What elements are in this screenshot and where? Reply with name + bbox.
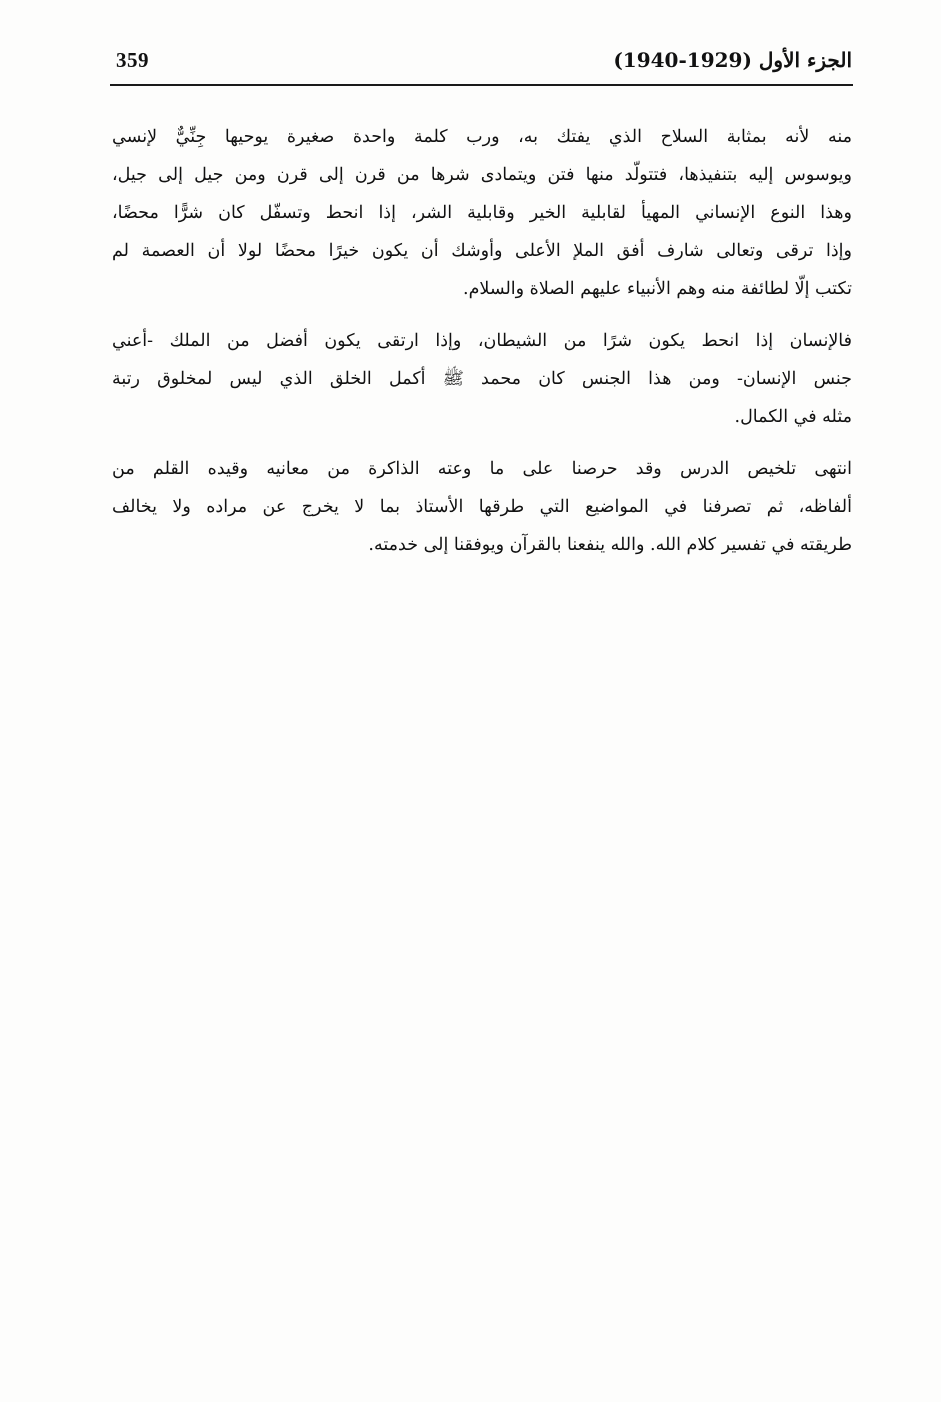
running-title: الجزء الأول (1929-1940): [613, 48, 852, 72]
text-line: ويوسوس إليه بتنفيذها، فتتولّد منها فتن ويتمادى شرها من قرن إلى قرن ومن جيل إلى جيل،: [112, 165, 852, 185]
text-line: منه لأنه بمثابة السلاح الذي يفتك به، ورب كلمة واحدة صغيرة يوحيها جِنِّيٌّ لإنسي: [112, 127, 852, 147]
text-line: مثله في الكمال.: [734, 407, 852, 427]
text-line: فالإنسان إذا انحط يكون شرًا من الشيطان، وإذا ارتقى يكون أفضل من الملك -أعني: [112, 331, 852, 351]
text-line: جنس الإنسان- ومن هذا الجنس كان محمد ﷺ أكمل الخلق الذي ليس لمخلوق رتبة: [112, 369, 852, 389]
paragraph-1: [112, 118, 852, 308]
body-text: [112, 118, 852, 578]
text-line: تكتب إلّا لطائفة منه وهم الأنبياء عليهم الصلاة والسلام.: [463, 279, 852, 299]
paragraph-2: [112, 322, 852, 436]
header-rule: [110, 84, 853, 86]
text-line: وهذا النوع الإنساني المهيأ لقابلية الخير وقابلية الشر، إذا انحط وتسفّل كان شرًّا محضًا،: [112, 203, 852, 223]
text-line: وإذا ترقى وتعالى شارف أفق الملإ الأعلى وأوشك أن يكون خيرًا محضًا لولا أن العصمة لم: [112, 241, 852, 261]
page-number: 359: [116, 48, 149, 72]
paragraph-3: [112, 450, 852, 564]
running-header: [112, 44, 852, 82]
text-line: ألفاظه، ثم تصرفنا في المواضيع التي طرقها الأستاذ بما لا يخرج عن مراده ولا يخالف: [112, 497, 852, 517]
text-line: انتهى تلخيص الدرس وقد حرصنا على ما وعته الذاكرة من معانيه وقيده القلم من: [112, 459, 852, 479]
text-line: طريقته في تفسير كلام الله. والله ينفعنا بالقرآن ويوفقنا إلى خدمته.: [368, 535, 852, 555]
